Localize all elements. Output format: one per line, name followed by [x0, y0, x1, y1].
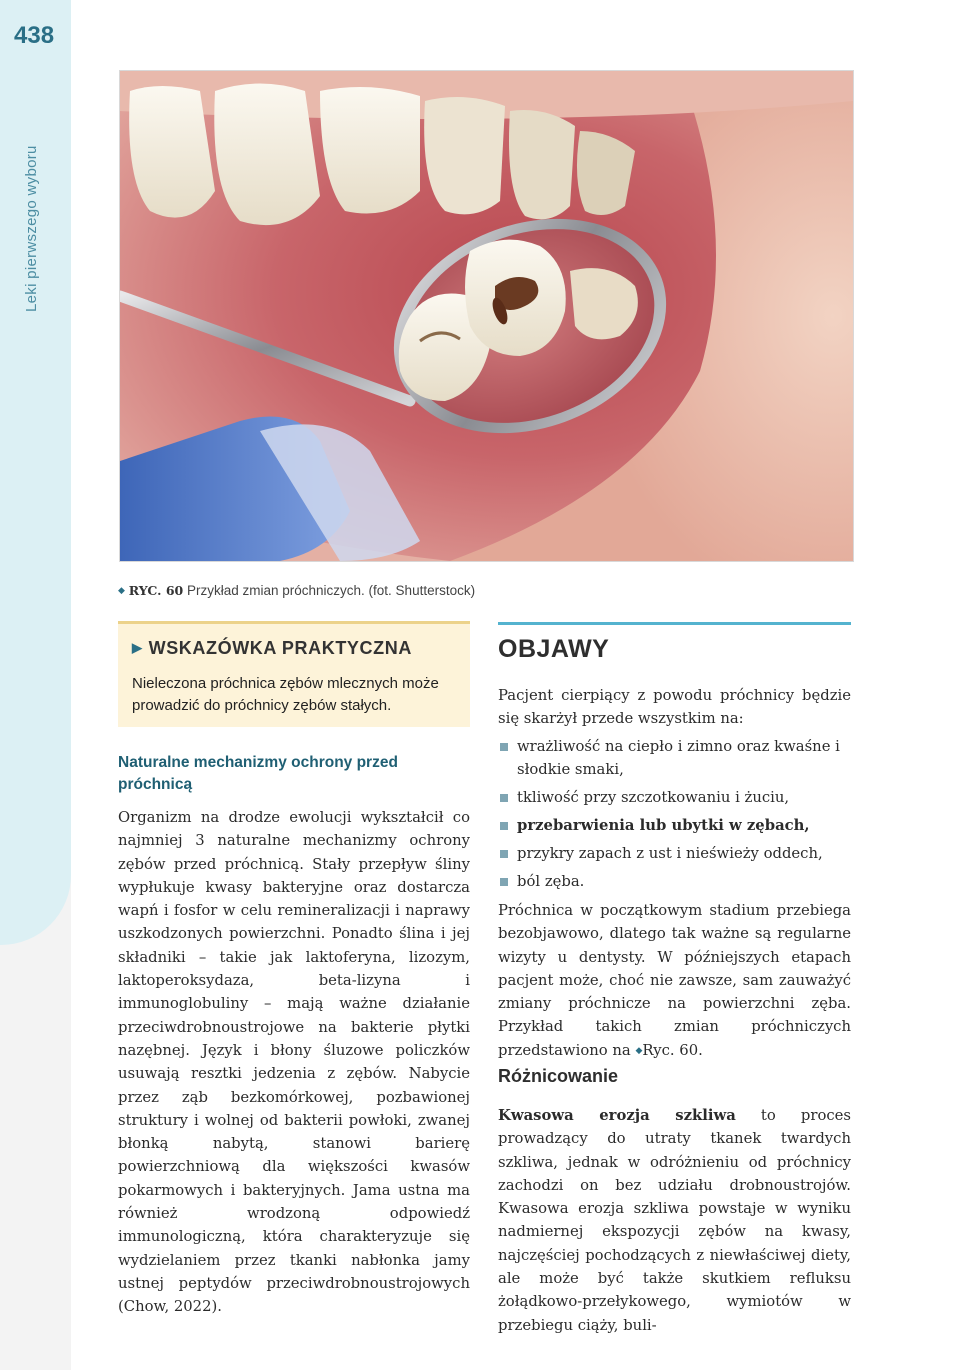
symptoms-intro: Pacjent cierpiący z powodu próchnicy będzie się skarżył przede wszystkim na:: [498, 687, 851, 728]
page-number: 438: [14, 22, 55, 49]
list-item: tkliwość przy szczotkowaniu i żuciu,: [498, 786, 851, 809]
square-bullet-icon: [500, 743, 508, 751]
differentiation-heading: Różnicowanie: [498, 1066, 619, 1086]
dental-caries-photo: [119, 70, 854, 562]
square-bullet-icon: [500, 878, 508, 886]
page-sidebar: [0, 0, 71, 1370]
natural-protection-paragraph: Organizm na drodze ewolucji wykształcił co najmniej 3 naturalne mechanizmy ochrony zębów przed próchnicą. Stały przepływ śliny wypłukuje kwasy bakteryjne oraz dostarcza wapń i fosfor w celu remineralizacji i naprawy uszkodzonych powierzchni. Ponadto ślina i jej składniki – takie jak laktoferyna, lizozym, laktoperoksydaza, beta-lizyna i immunoglobuliny – mają ważne działanie przeciwdrobnoustrojowe na bakterie płytki nazębnej. Język i błony śluzowe policzków usuwają resztki jedzenia z zębów. Nabycie przez ząb bezkomórkowej, pozbawionej struktury i wolnej od bakterii powłoki, zwanej błonką nabytą, stanowi barierę powierzchniową dla większości kwasów pokarmowych i bakteryjnych. Jama ustna ma również wrodzoną odpowiedź immunologiczną, która charakteryzuje się wydzielaniem przez tkanki nabłonka jamy ustnej peptydów przeciwdrobnoustrojowych (Chow, 2022).: [118, 809, 470, 1316]
list-item: przebarwienia lub ubytki w zębach,: [498, 814, 851, 837]
list-item: przykry zapach z ust i nieświeży oddech,: [498, 842, 851, 865]
caption-label: RYC. 60: [128, 583, 184, 598]
square-bullet-icon: [500, 850, 508, 858]
list-item: ból zęba.: [498, 870, 851, 893]
caption-bullet-icon: ◆: [118, 585, 125, 595]
section-rule: [498, 622, 851, 625]
symptoms-list: [498, 735, 851, 898]
list-item: wrażliwość na ciepło i zimno oraz kwaśne i słodkie smaki,: [498, 735, 851, 781]
square-bullet-icon: [500, 794, 508, 802]
early-stage-paragraph: Próchnica w początkowym stadium przebiega bezobjawowo, dlatego tak ważne są regularne wizyty u dentysty. W późniejszych etapach pacjent może, choć nie zawsze, sam zauważyć zmiany próchnicze na powierzchni zęba. Przykład takich zmian próchniczych przedstawiono na ◆Ryc. 60.: [498, 902, 851, 1059]
acid-erosion-paragraph: Kwasowa erozja szkliwa to proces prowadzący do utraty tkanek twardych szkliwa, jednak w odróżnieniu od próchnicy zachodzi on bez udziału drobnoustrojów. Kwasowa erozja szkliwa powstaje w wyniku nadmiernej ekspozycji zębów na kwasy, najczęściej pochodzących z niewłaściwej diety, ale może być także skutkiem refluksu żołądkowo-przełykowego, wymiotów w przebiegu ciąży, buli-: [498, 1107, 851, 1334]
tip-title: ▶ WSKAZÓWKA PRAKTYCZNA: [132, 638, 412, 658]
practical-tip-box: [118, 621, 470, 727]
figure-caption: [118, 583, 475, 598]
figure-ref-link[interactable]: Ryc. 60: [642, 1041, 699, 1059]
caption-text: Przykład zmian próchniczych. (fot. Shutterstock): [183, 583, 476, 598]
tip-text: Nieleczona próchnica zębów mlecznych może prowadzić do próchnicy zębów stałych.: [132, 675, 439, 714]
triangle-right-icon: ▶: [132, 640, 143, 655]
square-bullet-icon: [500, 822, 508, 830]
ref-bullet-icon: ◆: [635, 1045, 643, 1056]
symptoms-heading: OBJAWY: [498, 635, 610, 663]
natural-protection-heading: Naturalne mechanizmy ochrony przed próchnicą: [118, 754, 398, 793]
sidebar-tab: [0, 0, 71, 945]
section-title-vertical: Leki pierwszego wyboru: [23, 145, 40, 312]
